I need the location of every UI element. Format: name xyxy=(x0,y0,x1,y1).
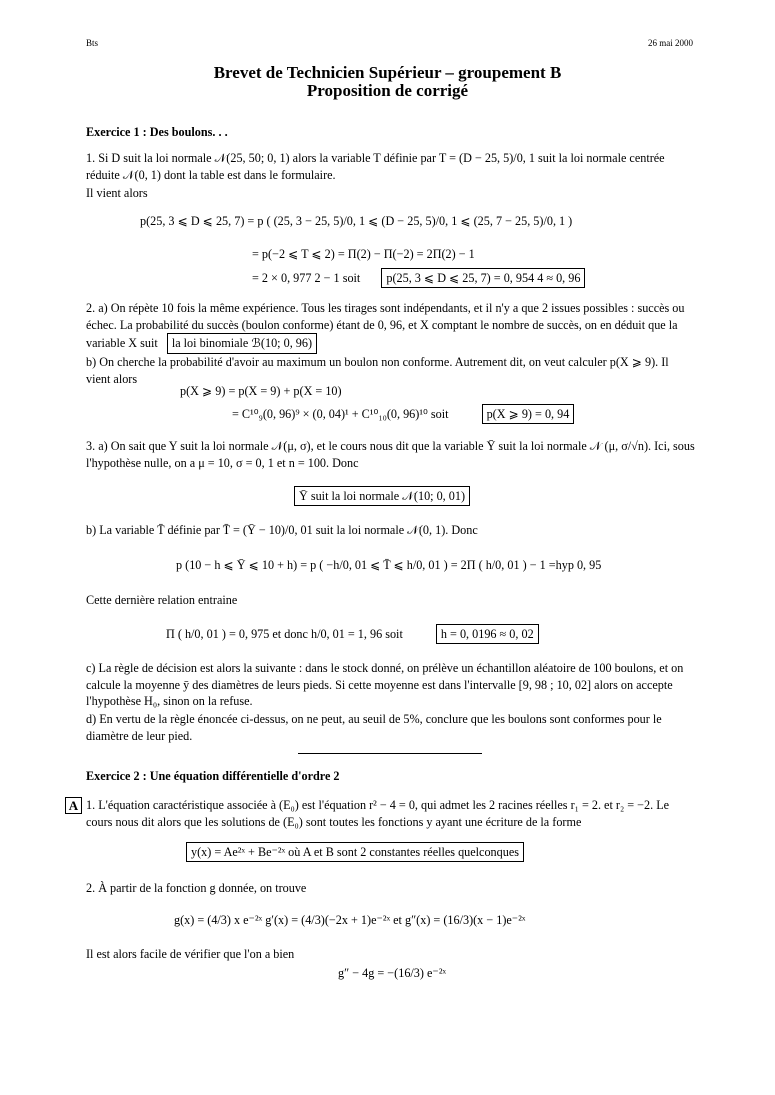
exercise-1-heading: Exercice 1 : Des boulons. . . xyxy=(86,125,228,139)
margin-marker: A xyxy=(65,797,82,814)
equation-2b xyxy=(232,404,574,424)
equation-3: p (10 − h ⩽ Ȳ ⩽ 10 + h) = p ( −h/0, 01 ⩽ T̄ ⩽ h/0, 01 ) = 2Π ( h/0, 01 ) − 1 =hyp 0, 95 xyxy=(176,558,602,572)
exercise-2-heading: Exercice 2 : Une équation différentielle d'ordre 2 xyxy=(86,769,340,783)
equation-6: g″ − 4g = −(16/3) e⁻²ˣ xyxy=(338,966,447,980)
equation-4-text: Π ( h/0, 01 ) = 0, 975 et donc h/0, 01 = 1, 96 soit xyxy=(166,627,403,641)
result-box-3a-wrap xyxy=(294,486,470,506)
result-box-1: p(25, 3 ⩽ D ⩽ 25, 7) = 0, 954 4 ≈ 0, 96 xyxy=(381,268,585,288)
ex1-question-1: 1. Si D suit la loi normale 𝒩(25, 50; 0, 1) alors la variable T définie par T = (D − 25, 5)/0, 1 suit la loi normale centrée réduite 𝒩(0, 1) dont la table est dans le formulaire. xyxy=(86,151,665,182)
ex2-question-2: 2. À partir de la fonction g donnée, on trouve xyxy=(86,881,307,895)
result-box-ex2: y(x) = Ae²ˣ + Be⁻²ˣ où A et B sont 2 constantes réelles quelconques xyxy=(186,842,524,862)
result-box-2b: p(X ⩾ 9) = 0, 94 xyxy=(482,404,575,424)
ex1-question-2b: b) On cherche la probabilité d'avoir au maximum un boulon non conforme. Autrement dit, on veut calculer p(X ⩾ 9). Il vient alors xyxy=(86,355,669,386)
result-box-ex2-wrap xyxy=(186,842,524,862)
equation-1a: p(25, 3 ⩽ D ⩽ 25, 7) = p ( (25, 3 − 25, 5)/0, 1 ⩽ (D − 25, 5)/0, 1 ⩽ (25, 7 − 25, 5)/0, 1 ) xyxy=(140,214,573,228)
ex1-question-3c: c) La règle de décision est alors la suivante : dans le stock donné, on prélève un échantillon aléatoire de 100 boulons, et on calcule la moyenne ȳ des diamètres de leurs pieds. Si cette moyenne est dans l'intervalle [9, 98 ; 10, 02] alors on accepte l'hypothèse H₀, sinon on la refuse. xyxy=(86,661,684,708)
equation-4 xyxy=(166,624,539,644)
ex1-question-2a xyxy=(86,300,696,354)
equation-2b-text: = C¹⁰₉(0, 96)⁹ × (0, 04)¹ + C¹⁰₁₀(0, 96)¹⁰ soit xyxy=(232,407,449,421)
header-date: 26 mai 2000 xyxy=(648,38,693,48)
ex1-question-3b: b) La variable T̄ définie par T̄ = (Ȳ − 10)/0, 01 suit la loi normale 𝒩(0, 1). Donc xyxy=(86,523,478,537)
equation-1b: = p(−2 ⩽ T ⩽ 2) = Π(2) − Π(−2) = 2Π(2) − 1 xyxy=(252,247,475,261)
ex1-question-3b-text: Cette dernière relation entraine xyxy=(86,593,238,607)
section-divider xyxy=(298,753,482,754)
equation-1c-text: = 2 × 0, 977 2 − 1 soit xyxy=(252,271,361,285)
equation-5: g(x) = (4/3) x e⁻²ˣ g′(x) = (4/3)(−2x + 1)e⁻²ˣ et g″(x) = (16/3)(x − 1)e⁻²ˣ xyxy=(174,913,526,927)
header-left: Bts xyxy=(86,38,99,48)
ex1-question-3d: d) En vertu de la règle énoncée ci-dessus, on ne peut, au seuil de 5%, conclure que les boulons sont conformes pour le diamètre de leur pied. xyxy=(86,712,662,743)
equation-2a: p(X ⩾ 9) = p(X = 9) + p(X = 10) xyxy=(180,384,342,398)
result-box-2a: la loi binomiale ℬ(10; 0, 96) xyxy=(167,333,317,354)
result-box-3a: Ȳ suit la loi normale 𝒩(10; 0, 01) xyxy=(294,486,470,506)
ex2-question-2-text: Il est alors facile de vérifier que l'on a bien xyxy=(86,947,295,961)
ex1-question-3a: 3. a) On sait que Y suit la loi normale 𝒩(μ, σ), et le cours nous dit que la variable Ȳ suit la loi normale 𝒩 (μ, σ/√n). Ici, sous l'hypothèse nulle, on a μ = 10, σ = 0, 1 et n = 100. Donc xyxy=(86,439,695,470)
result-box-4: h = 0, 0196 ≈ 0, 02 xyxy=(436,624,539,644)
ex2-question-1: 1. L'équation caractéristique associée à (E₀) est l'équation r² − 4 = 0, qui admet les 2 racines réelles r₁ = 2. et r₂ = −2. Le cours nous dit alors que les solutions de (E₀) sont toutes les fonctions y ayant une écriture de la forme xyxy=(86,798,670,829)
page-subtitle: Proposition de corrigé xyxy=(306,81,469,100)
ex1-question-1-text: Il vient alors xyxy=(86,186,148,200)
page-title: Brevet de Technicien Supérieur – groupement B xyxy=(213,63,562,82)
equation-1c xyxy=(252,268,585,288)
ex1-question-2a-text: 2. a) On répète 10 fois la même expérience. Tous les tirages sont indépendants, et il n'y a que 2 issues possibles : succès ou échec. La probabilité du succès (boulon conforme) étant de 0, 96, et X comptant le nombre de succès, on en déduit que la variable X suit xyxy=(86,301,685,350)
